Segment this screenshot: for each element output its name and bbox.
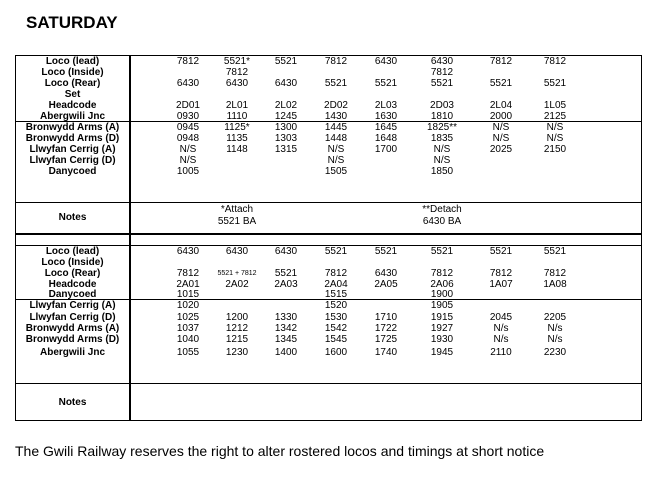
lower-table-row: [16, 289, 643, 300]
table-cell: 1900: [430, 289, 454, 300]
table-cell: 0948: [176, 133, 200, 144]
upper-table-row: [16, 100, 643, 111]
table-cell: 1915: [430, 312, 454, 323]
table-cell: 1835: [430, 133, 454, 144]
table-cell: 5521*: [223, 56, 251, 67]
table-cell: N/s: [493, 323, 509, 334]
table-cell: 7812: [176, 56, 200, 67]
section-separator: [16, 233, 641, 235]
table-cell: 1710: [374, 312, 398, 323]
divider-line: [16, 383, 641, 384]
table-cell: N/s: [493, 334, 509, 345]
table-cell: 5521: [543, 246, 567, 257]
table-cell: 6430: [274, 78, 298, 89]
note-attach: [192, 204, 282, 228]
table-cell: 1330: [274, 312, 298, 323]
row-label: Abergwili Jnc: [39, 111, 105, 122]
table-cell: 1303: [274, 133, 298, 144]
upper-table-row: [16, 78, 643, 89]
notes-label-upper: Notes: [58, 212, 87, 223]
note-line: **Detach: [422, 204, 462, 215]
table-cell: 1945: [430, 347, 454, 358]
table-cell: 5521: [430, 246, 454, 257]
upper-table-row: [16, 144, 643, 155]
table-cell: 2A05: [374, 279, 398, 290]
table-cell: 1520: [324, 300, 348, 311]
table-cell: 2A02: [225, 279, 249, 290]
table-cell: 2L04: [489, 100, 513, 111]
table-cell: 0930: [176, 111, 200, 122]
table-cell: 1L05: [543, 100, 567, 111]
table-cell: 1430: [324, 111, 348, 122]
table-cell: 1A08: [543, 279, 567, 290]
table-cell: 1148: [226, 144, 248, 155]
table-cell: N/S: [433, 144, 451, 155]
table-cell: 1905: [430, 300, 454, 311]
lower-table-row: [16, 323, 643, 334]
lower-table-row: [16, 312, 643, 323]
disclaimer-text: The Gwili Railway reserves the right to alter rostered locos and timings at short notice: [15, 443, 545, 459]
table-cell: N/S: [546, 133, 564, 144]
table-cell: 2025: [489, 144, 513, 155]
table-cell: 1645: [374, 122, 398, 133]
table-cell: 7812: [324, 268, 348, 279]
table-cell: 1445: [324, 122, 348, 133]
upper-table-row: [16, 67, 643, 78]
table-cell: 1505: [324, 166, 348, 177]
table-cell: 5521: [374, 246, 398, 257]
lower-table-row: [16, 334, 643, 345]
table-cell: 1015: [176, 289, 200, 300]
table-cell: N/s: [547, 323, 563, 334]
table-cell: 1725: [374, 334, 398, 345]
table-cell: N/S: [327, 155, 345, 166]
table-cell: 1542: [324, 323, 348, 334]
lower-table-row: [16, 268, 643, 279]
table-cell: 2D03: [430, 100, 454, 111]
table-cell: 5521: [274, 268, 298, 279]
table-cell: 1055: [176, 347, 200, 358]
timetable: [15, 55, 642, 421]
table-cell: 5521: [324, 78, 348, 89]
table-cell: 1315: [274, 144, 298, 155]
table-cell: 1927: [430, 323, 454, 334]
table-cell: 2045: [489, 312, 513, 323]
table-cell: 1342: [274, 323, 298, 334]
table-cell: N/S: [546, 122, 564, 133]
row-label: Llwyfan Cerrig (A): [29, 300, 116, 311]
table-cell: 6430: [374, 268, 398, 279]
table-cell: 5521: [489, 78, 513, 89]
lower-table-row: [16, 300, 643, 311]
row-label: Abergwili Jnc: [39, 347, 105, 358]
upper-table-row: [16, 56, 643, 67]
table-cell: 1930: [430, 334, 454, 345]
row-label: Loco (Inside): [41, 67, 104, 78]
table-cell: 7812: [430, 67, 454, 78]
row-label: Bronwydd Arms (D): [25, 133, 120, 144]
row-label: Loco (Rear): [44, 78, 101, 89]
table-cell: 7812: [430, 268, 454, 279]
table-cell: 1020: [176, 300, 200, 311]
table-cell: 5521: [489, 246, 513, 257]
row-label: Danycoed: [48, 289, 97, 300]
note-line: 6430 BA: [422, 216, 462, 227]
table-cell: 2A06: [430, 279, 454, 290]
note-detach: [397, 204, 487, 228]
table-cell: 1400: [274, 347, 298, 358]
table-cell: 7812: [176, 268, 200, 279]
table-cell: 6430: [225, 78, 249, 89]
table-cell: 1810: [430, 111, 454, 122]
table-cell: 7812: [543, 268, 567, 279]
table-cell: 1722: [374, 323, 398, 334]
table-cell: N/S: [179, 144, 197, 155]
table-cell: 1215: [225, 334, 249, 345]
table-cell: 1648: [374, 133, 398, 144]
table-cell: 7812: [489, 56, 513, 67]
table-cell: 1345: [274, 334, 298, 345]
table-cell: 2A03: [274, 279, 298, 290]
row-label: Headcode: [48, 279, 97, 290]
table-cell: 6430: [274, 246, 298, 257]
table-cell: 2A01: [176, 279, 200, 290]
table-cell: 1200: [225, 312, 249, 323]
row-label: Loco (lead): [45, 56, 100, 67]
table-cell: 1125*: [224, 122, 250, 133]
row-label: Headcode: [48, 100, 97, 111]
table-cell: 2230: [543, 347, 567, 358]
divider-line: [16, 202, 641, 203]
table-cell: 2110: [490, 347, 512, 358]
table-cell: 2L02: [274, 100, 298, 111]
table-cell: 5521: [274, 56, 298, 67]
table-cell: 2150: [543, 144, 567, 155]
notes-label-lower: Notes: [58, 397, 87, 408]
row-label: Loco (Rear): [44, 268, 101, 279]
table-cell: 2L03: [374, 100, 398, 111]
table-cell: 1212: [225, 323, 249, 334]
table-cell: 1A07: [489, 279, 513, 290]
table-cell: 6430: [430, 56, 454, 67]
upper-table-row: [16, 89, 643, 100]
row-label: Loco (lead): [45, 246, 100, 257]
lower-table-row: [16, 347, 643, 358]
table-cell: 2L01: [225, 100, 249, 111]
table-cell: 2125: [543, 111, 567, 122]
note-line: *Attach: [220, 204, 254, 215]
table-cell: 7812: [225, 67, 249, 78]
table-cell: 7812: [543, 56, 567, 67]
table-cell: 1700: [374, 144, 398, 155]
table-cell: 2D02: [324, 100, 348, 111]
table-cell: N/S: [327, 144, 345, 155]
table-cell: 2D01: [176, 100, 200, 111]
table-cell: 2205: [543, 312, 567, 323]
table-cell: N/S: [492, 122, 510, 133]
table-cell: 5521 + 7812: [217, 270, 257, 277]
table-cell: 6430: [176, 246, 200, 257]
table-cell: 1825**: [426, 122, 458, 133]
table-cell: 1025: [176, 312, 200, 323]
table-cell: N/S: [433, 155, 451, 166]
note-line: 5521 BA: [217, 216, 257, 227]
upper-table-row: [16, 122, 643, 133]
table-cell: 1515: [324, 289, 348, 300]
table-cell: 7812: [489, 268, 513, 279]
row-label: Set: [64, 89, 81, 100]
row-label: Llwyfan Cerrig (D): [29, 155, 116, 166]
table-cell: 7812: [324, 56, 348, 67]
row-label: Llwyfan Cerrig (A): [29, 144, 116, 155]
row-label: Danycoed: [48, 166, 97, 177]
table-cell: 6430: [225, 246, 249, 257]
table-cell: 1245: [274, 111, 298, 122]
table-cell: 5521: [430, 78, 454, 89]
table-cell: 1600: [324, 347, 348, 358]
table-cell: 1850: [430, 166, 454, 177]
lower-table-row: [16, 257, 643, 268]
row-label: Llwyfan Cerrig (D): [29, 312, 116, 323]
upper-table-row: [16, 166, 643, 177]
table-cell: 1448: [324, 133, 348, 144]
table-cell: 6430: [176, 78, 200, 89]
table-cell: 5521: [324, 246, 348, 257]
lower-table-row: [16, 246, 643, 257]
table-cell: 0945: [176, 122, 200, 133]
row-label: Bronwydd Arms (D): [25, 334, 120, 345]
table-cell: 5521: [543, 78, 567, 89]
table-cell: 1110: [226, 111, 248, 122]
table-cell: N/S: [179, 155, 197, 166]
page-title: SATURDAY: [26, 13, 118, 32]
upper-table-row: [16, 111, 643, 122]
table-cell: N/S: [492, 133, 510, 144]
table-cell: 2000: [489, 111, 513, 122]
table-cell: 1630: [374, 111, 398, 122]
table-cell: 1740: [374, 347, 398, 358]
row-label: Bronwydd Arms (A): [25, 323, 120, 334]
table-cell: 1530: [324, 312, 348, 323]
table-cell: 2A04: [324, 279, 348, 290]
table-cell: 1230: [225, 347, 249, 358]
table-cell: N/s: [547, 334, 563, 345]
upper-table-row: [16, 155, 643, 166]
table-cell: 1135: [226, 133, 248, 144]
upper-table-row: [16, 133, 643, 144]
table-cell: 1037: [176, 323, 200, 334]
table-cell: 1005: [176, 166, 200, 177]
table-cell: 5521: [374, 78, 398, 89]
row-label: Bronwydd Arms (A): [25, 122, 120, 133]
table-cell: 1545: [324, 334, 348, 345]
table-cell: 6430: [374, 56, 398, 67]
row-label: Loco (Inside): [41, 257, 104, 268]
table-cell: 1040: [176, 334, 200, 345]
table-cell: 1300: [274, 122, 298, 133]
